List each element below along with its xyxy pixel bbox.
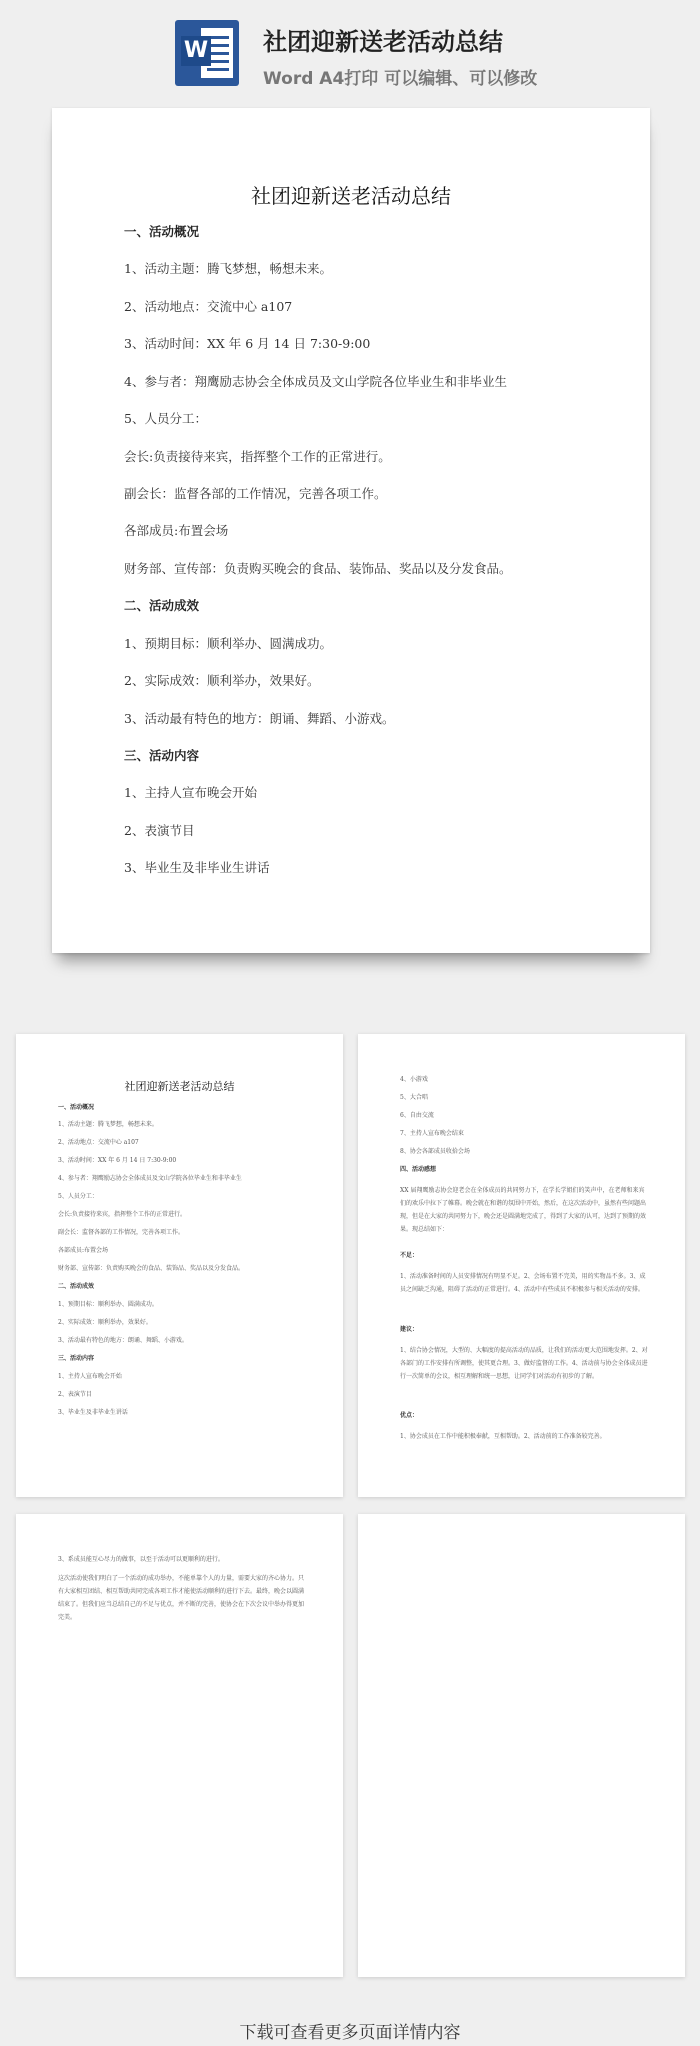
thumbnail-line: 副会长：监督各部的工作情况，完善各项工作。 <box>58 1229 185 1236</box>
thumbnail-line: 5、人员分工： <box>58 1193 98 1200</box>
header <box>0 0 700 100</box>
page-thumbnail-2 <box>358 1034 685 1497</box>
thumbnail-heading: 一、活动概况 <box>58 1104 95 1111</box>
header-title: 社团迎新送老活动总结 <box>263 28 503 56</box>
section-heading: 二、活动成效 <box>124 598 200 613</box>
document-line: 各部成员:布置会场 <box>124 523 229 538</box>
thumbnail-heading: 二、活动成效 <box>58 1283 95 1290</box>
thumbnail-paragraph: 1、活动准备时间的人员安排情况有明显不足。2、会场布置不完美，用的实物品不多。3、成员之间缺乏沟通，阻碍了活动的正常进行。4、活动中有些成员不积极参与相关活动的安排。 <box>400 1273 646 1293</box>
thumbnail-line: 3、系成员能互心尽力的做事，以至于活动可以更顺利的进行。 <box>58 1556 224 1563</box>
thumbnail-line: 财务部、宣传部：负责购买晚会的食品、装饰品、奖品以及分发食品。 <box>58 1265 245 1272</box>
thumbnail-line: 各部成员:布置会场 <box>58 1247 109 1254</box>
page-thumbnail-4 <box>358 1514 685 1977</box>
section-heading: 三、活动内容 <box>124 748 200 763</box>
document-line: 2、实际成效：顺利举办，效果好。 <box>124 673 320 688</box>
document-line: 5、人员分工： <box>124 411 207 426</box>
document-line: 1、预期目标：顺利举办、圆满成功。 <box>124 636 332 651</box>
thumbnail-line: 2、实际成效：顺利举办，效果好。 <box>58 1319 152 1326</box>
thumbnail-line: 3、活动时间：XX 年 6 月 14 日 7:30-9:00 <box>58 1157 177 1164</box>
thumbnail-paragraph: 这次活动使我们明白了一个活动的成功举办，不能单靠个人的力量，需要大家的齐心协力。只有大家相互团结、相互帮助共同完成各项工作才能使活动顺利的进行下去。最终，晚会以圆满结束了。但我们应当总结自己的不足与优点，并不断的完善，使协会在下次会议中举办得更加完美。 <box>58 1575 305 1621</box>
thumbnail-line: 1、预期目标：顺利举办、圆满成功。 <box>58 1301 158 1308</box>
document-line: 4、参与者：翔鹰励志协会全体成员及文山学院各位毕业生和非毕业生 <box>124 374 507 389</box>
header-subtitle: Word A4打印 可以编辑、可以修改 <box>263 69 538 89</box>
thumbnail-line: 8、协会各部成员收拾会场 <box>400 1148 470 1155</box>
thumbnail-line: 3、活动最有特色的地方：朗诵、舞蹈、小游戏。 <box>58 1337 188 1344</box>
page-thumbnail-1 <box>16 1034 343 1497</box>
document-line: 2、活动地点：交流中心 a107 <box>124 299 293 314</box>
thumbnail-title: 社团迎新送老活动总结 <box>124 1080 235 1093</box>
thumbnail-paragraph: 1、结合协会情况，大型的、大幅度的提高活动的品质，让我们的活动更大范围地发挥。2、对各部门的工作安排有所调整，使其更合理。3、做好监督的工作。4、活动前与协会全体成员进行一次简单的会议，相互理解和统一思想，让同学们对活动有初步的了解。 <box>400 1347 648 1380</box>
thumbnail-line: 4、小游戏 <box>400 1076 428 1083</box>
document-line: 1、活动主题：腾飞梦想，畅想未来。 <box>124 261 332 276</box>
document-line: 3、活动时间：XX 年 6 月 14 日 7:30-9:00 <box>124 336 371 351</box>
thumbnail-heading: 不足： <box>400 1252 419 1259</box>
thumbnail-line: 会长:负责接待来宾，指挥整个工作的正常进行。 <box>58 1211 187 1218</box>
page-thumbnail-3 <box>16 1514 343 1977</box>
thumbnail-heading: 优点： <box>400 1412 419 1419</box>
thumbnail-line: 3、毕业生及非毕业生讲话 <box>58 1409 128 1416</box>
document-page-preview <box>52 108 650 953</box>
thumbnail-paragraph: 1、协会成员在工作中能积极奉献，互相帮助。2、活动前的工作准备较完善。 <box>400 1433 606 1440</box>
thumbnail-heading: 三、活动内容 <box>58 1355 95 1362</box>
document-line: 会长:负责接待来宾，指挥整个工作的正常进行。 <box>124 449 391 464</box>
thumbnail-paragraph: XX 届翔鹰励志协会迎老会在全体成员的共同努力下，在学长学姐们的笑声中，在老师和来宾们的欢乐中拉下了帷幕。晚会就在和谐的氛围中开始，然后，在这次活动中，虽然有些问题出现，但是在大家的共同努力下，晚会还是圆满地完成了，得到了大家的认可，达到了预期的效果。现总结如下： <box>400 1187 647 1233</box>
document-line: 2、表演节目 <box>124 823 195 838</box>
thumbnail-heading: 建议： <box>400 1326 419 1333</box>
download-more-text[interactable]: 下载可查看更多页面详情内容 <box>239 2023 461 2043</box>
thumbnail-line: 2、活动地点：交流中心 a107 <box>58 1139 139 1146</box>
thumbnail-line: 4、参与者：翔鹰励志协会全体成员及文山学院各位毕业生和非毕业生 <box>58 1175 242 1182</box>
document-line: 财务部、宣传部：负责购买晚会的食品、装饰品、奖品以及分发食品。 <box>124 561 512 576</box>
document-line: 3、活动最有特色的地方：朗诵、舞蹈、小游戏。 <box>124 711 395 726</box>
document-line: 3、毕业生及非毕业生讲话 <box>124 860 270 875</box>
document-line: 副会长：监督各部的工作情况，完善各项工作。 <box>124 486 387 501</box>
thumbnail-heading: 四、活动感想 <box>400 1166 437 1173</box>
word-document-icon: W <box>175 20 239 86</box>
document-title: 社团迎新送老活动总结 <box>251 184 451 208</box>
thumbnail-line: 1、活动主题：腾飞梦想，畅想未来。 <box>58 1121 158 1128</box>
thumbnail-line: 5、大合唱 <box>400 1094 428 1101</box>
section-heading: 一、活动概况 <box>124 224 200 239</box>
thumbnail-line: 7、主持人宣布晚会结束 <box>400 1130 464 1137</box>
thumbnail-line: 2、表演节目 <box>58 1391 92 1398</box>
thumbnail-line: 6、自由交流 <box>400 1112 434 1119</box>
document-line: 1、主持人宣布晚会开始 <box>124 785 257 800</box>
thumbnail-line: 1、主持人宣布晚会开始 <box>58 1373 122 1380</box>
